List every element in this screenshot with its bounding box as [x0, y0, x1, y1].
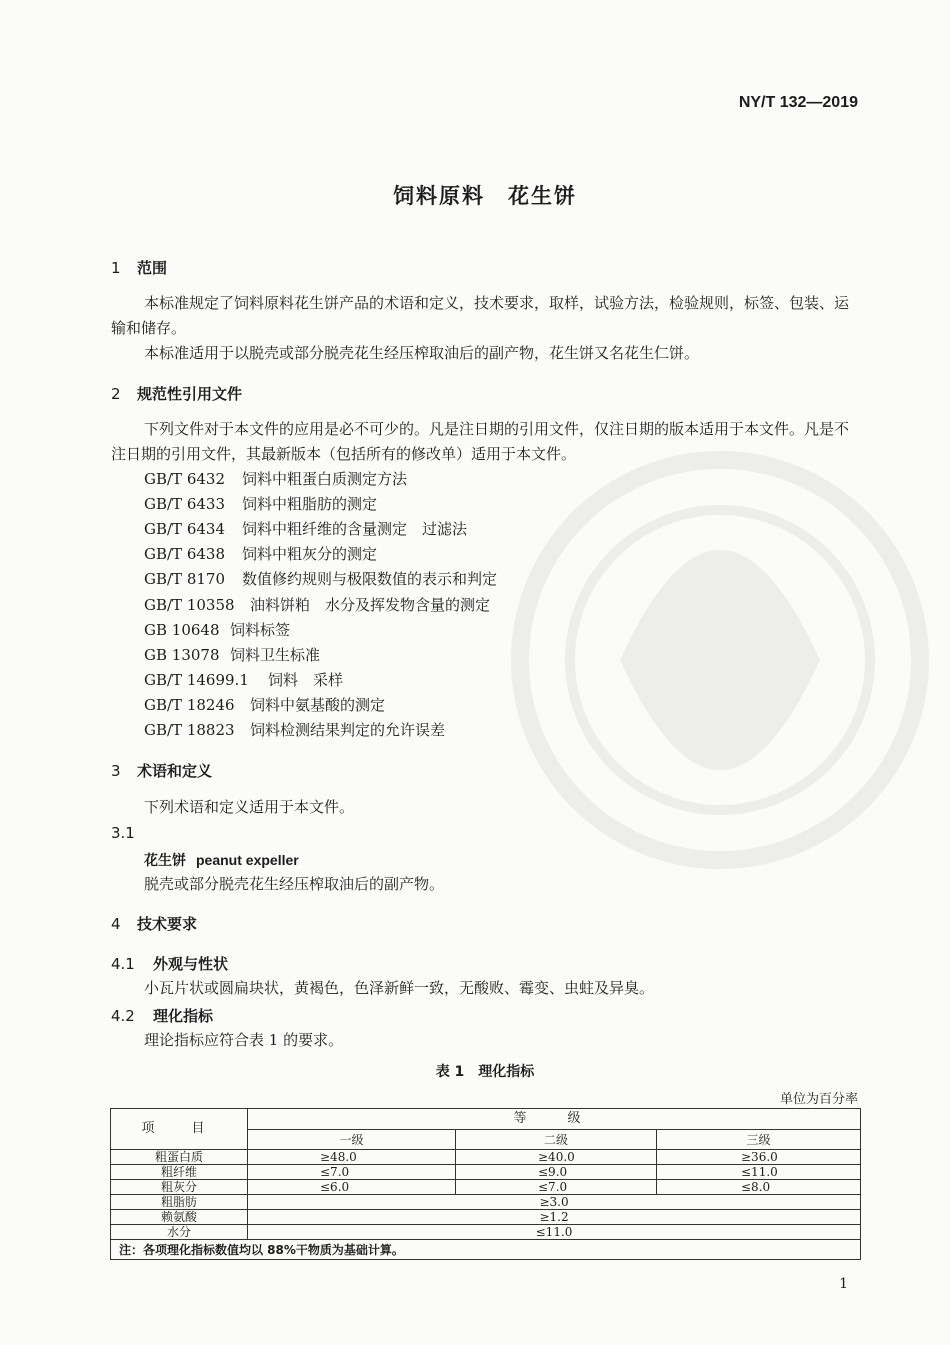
grade-3: 三级 [657, 1130, 861, 1150]
reference-item [144, 568, 497, 589]
table-row [111, 1195, 861, 1210]
spec-table [110, 1108, 861, 1260]
value-cell: ≥36.0 [657, 1150, 861, 1165]
reference-item [144, 694, 385, 715]
table-row [111, 1210, 861, 1225]
reference-title: 饲料 采样 [268, 671, 344, 689]
document-title: 饲料原料 花生饼 [393, 184, 577, 208]
reference-title: 饲料检测结果判定的允许误差 [250, 721, 446, 739]
value-cell: ≤6.0 [248, 1180, 456, 1195]
reference-title: 饲料卫生标准 [230, 646, 321, 664]
subsection-4-2-heading [111, 1005, 213, 1026]
reference-title: 饲料中粗蛋白质测定方法 [242, 470, 408, 488]
row-name: 赖氨酸 [111, 1210, 248, 1225]
subsection-4-1-heading [111, 953, 228, 974]
reference-title: 油料饼粕 水分及挥发物含量的测定 [250, 596, 491, 614]
references-intro: 下列文件对于本文件的应用是必不可少的。凡是注日期的引用文件，仅注日期的版本适用于本文件。凡是不注日期的引用文件，其最新版本（包括所有的修改单）适用于本文件。 [111, 420, 850, 463]
subsection-number: 4.1 [111, 955, 135, 973]
reference-title: 数值修约规则与极限数值的表示和判定 [242, 570, 498, 588]
reference-item [144, 493, 377, 514]
section-2-heading [111, 383, 242, 404]
table-row [111, 1150, 861, 1165]
reference-code: GB/T 6438 [144, 545, 226, 563]
reference-code: GB/T 6432 [144, 470, 226, 488]
reference-title: 饲料中粗纤维的含量测定 过滤法 [242, 520, 468, 538]
section-number: 1 [111, 259, 121, 277]
section-title: 术语和定义 [137, 762, 213, 780]
reference-title: 饲料中粗灰分的测定 [242, 545, 378, 563]
header-item: 项 目 [111, 1109, 248, 1150]
scope-paragraph-1: 本标准规定了饲料原料花生饼产品的术语和定义，技术要求，取样，试验方法，检验规则，标签、包装、运输和储存。 [111, 294, 850, 337]
row-name: 粗纤维 [111, 1165, 248, 1180]
reference-item [144, 543, 377, 564]
reference-code: GB 13078 [144, 646, 220, 664]
reference-code: GB/T 6433 [144, 495, 226, 513]
table-note: 注：各项理化指标数值均以 88%干物质为基础计算。 [111, 1240, 861, 1260]
row-name: 粗灰分 [111, 1180, 248, 1195]
reference-item [144, 468, 407, 489]
reference-code: GB/T 10358 [144, 596, 235, 614]
reference-item [144, 594, 490, 615]
reference-item [144, 644, 320, 665]
reference-title: 饲料中粗脂肪的测定 [242, 495, 378, 513]
indicators-text: 理论指标应符合表 1 的要求。 [144, 1031, 344, 1049]
merged-value-cell: ≥1.2 [248, 1210, 861, 1225]
subsection-number: 4.2 [111, 1007, 135, 1025]
table-unit: 单位为百分率 [779, 1092, 858, 1107]
subsection-title: 外观与性状 [153, 955, 229, 973]
reference-code: GB/T 18823 [144, 721, 235, 739]
value-cell: ≤9.0 [456, 1165, 657, 1180]
grade-1: 一级 [248, 1130, 456, 1150]
value-cell: ≥40.0 [456, 1150, 657, 1165]
standard-code: NY/T 132—2019 [738, 94, 858, 111]
table-row [111, 1180, 861, 1195]
section-title: 范围 [137, 259, 168, 277]
value-cell: ≥48.0 [248, 1150, 456, 1165]
value-cell: ≤11.0 [657, 1165, 861, 1180]
section-3-heading [111, 760, 212, 781]
section-1-heading [111, 257, 167, 278]
grade-2: 二级 [456, 1130, 657, 1150]
table-row [111, 1225, 861, 1240]
scope-paragraph-2: 本标准适用于以脱壳或部分脱壳花生经压榨取油后的副产物，花生饼又名花生仁饼。 [144, 344, 700, 362]
section-title: 规范性引用文件 [137, 385, 243, 403]
reference-code: GB/T 8170 [144, 570, 226, 588]
table-row [111, 1165, 861, 1180]
reference-code: GB/T 6434 [144, 520, 226, 538]
reference-code: GB 10648 [144, 621, 220, 639]
section-title: 技术要求 [137, 915, 198, 933]
term-definition: 脱壳或部分脱壳花生经压榨取油后的副产物。 [144, 875, 445, 893]
value-cell: ≤8.0 [657, 1180, 861, 1195]
section-number: 3 [111, 762, 121, 780]
row-name: 粗蛋白质 [111, 1150, 248, 1165]
reference-item [144, 669, 343, 690]
reference-item [144, 619, 290, 640]
reference-code: GB/T 14699.1 [144, 671, 249, 689]
table-caption: 表 1 理化指标 [435, 1064, 535, 1080]
appearance-text: 小瓦片状或圆扁块状，黄褐色，色泽新鲜一致，无酸败、霉变、虫蛀及异臭。 [144, 979, 655, 997]
term-entry [144, 850, 299, 870]
reference-item [144, 518, 467, 539]
section-4-heading [111, 913, 197, 934]
row-name: 水分 [111, 1225, 248, 1240]
merged-value-cell: ≤11.0 [248, 1225, 861, 1240]
reference-title: 饲料标签 [230, 621, 291, 639]
term-number: 3.1 [111, 824, 135, 842]
subsection-title: 理化指标 [153, 1007, 214, 1025]
section-number: 2 [111, 385, 121, 403]
term-english: peanut expeller [196, 852, 299, 868]
merged-value-cell: ≥3.0 [248, 1195, 861, 1210]
reference-item [144, 719, 445, 740]
page-number: 1 [839, 1276, 848, 1292]
reference-code: GB/T 18246 [144, 696, 235, 714]
term-chinese: 花生饼 [144, 853, 186, 869]
row-name: 粗脂肪 [111, 1195, 248, 1210]
header-grade: 等 级 [248, 1109, 861, 1130]
value-cell: ≤7.0 [248, 1165, 456, 1180]
reference-title: 饲料中氨基酸的测定 [250, 696, 386, 714]
section-number: 4 [111, 915, 121, 933]
value-cell: ≤7.0 [456, 1180, 657, 1195]
terms-intro: 下列术语和定义适用于本文件。 [144, 798, 355, 816]
